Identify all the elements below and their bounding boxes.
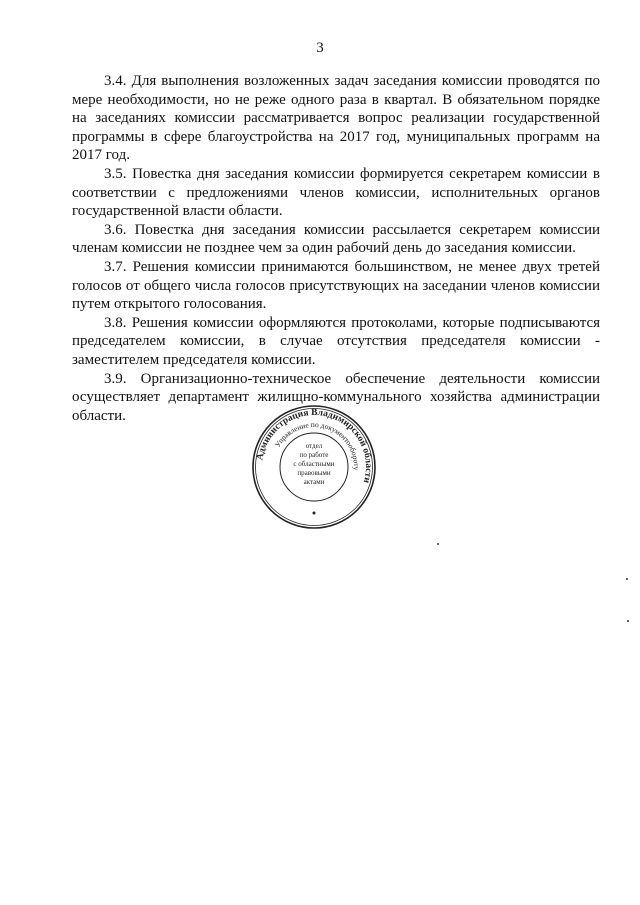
paragraph-3-7: 3.7. Решения комиссии принимаются большинством, не менее двух третей голосов от общего числа голосов присутствующих на заседании членов комиссии путем открытого голосования. <box>72 258 600 313</box>
scan-speck <box>627 620 629 622</box>
stamp-inner-ring-label: Управление по документообороту <box>272 419 362 471</box>
paragraph-3-8: 3.8. Решения комиссии оформляются протоколами, которые подписываются председателем комиссии, в случае отсутствия председателя комиссии - заместителем председателя комиссии. <box>72 314 600 368</box>
official-stamp <box>251 404 377 530</box>
stamp-seal-icon <box>251 404 377 530</box>
scan-speck <box>437 543 439 545</box>
scan-speck <box>626 578 628 580</box>
paragraph-3-4: 3.4. Для выполнения возложенных задач заседания комиссии проводятся по мере необходимости, но не реже одного раза в квартал. В обязательном порядке на заседаниях комиссии рассматривается вопрос реализации государственной программы в сфере благоустройства на 2017 год, муниципальных программ на 2017 год. <box>72 73 600 164</box>
stamp-center-line-2: по работе <box>299 451 329 459</box>
paragraph-3-5: 3.5. Повестка дня заседания комиссии формируется секретарем комиссии в соответствии с предложениями членов комиссии, исполнительных органов государственной власти области. <box>72 165 600 220</box>
stamp-center-line-5: актами <box>303 478 325 486</box>
stamp-center-line-4: правовыми <box>297 469 331 477</box>
stamp-outer-ring-label: Администрация Владимирской области <box>255 407 374 484</box>
stamp-center-line-1: отдел <box>305 442 323 450</box>
page-number: 3 <box>316 40 324 56</box>
paragraph-3-9: 3.9. Организационно-техническое обеспечение деятельности комиссии осуществляет департамент жилищно-коммунального хозяйства администрации области. <box>72 370 600 424</box>
stamp-center-line-3: с областными <box>293 460 335 468</box>
document-body <box>72 72 600 425</box>
paragraph-3-6: 3.6. Повестка дня заседания комиссии рассылается секретарем комиссии членам комиссии не позднее чем за один рабочий день до заседания комиссии. <box>72 221 600 257</box>
